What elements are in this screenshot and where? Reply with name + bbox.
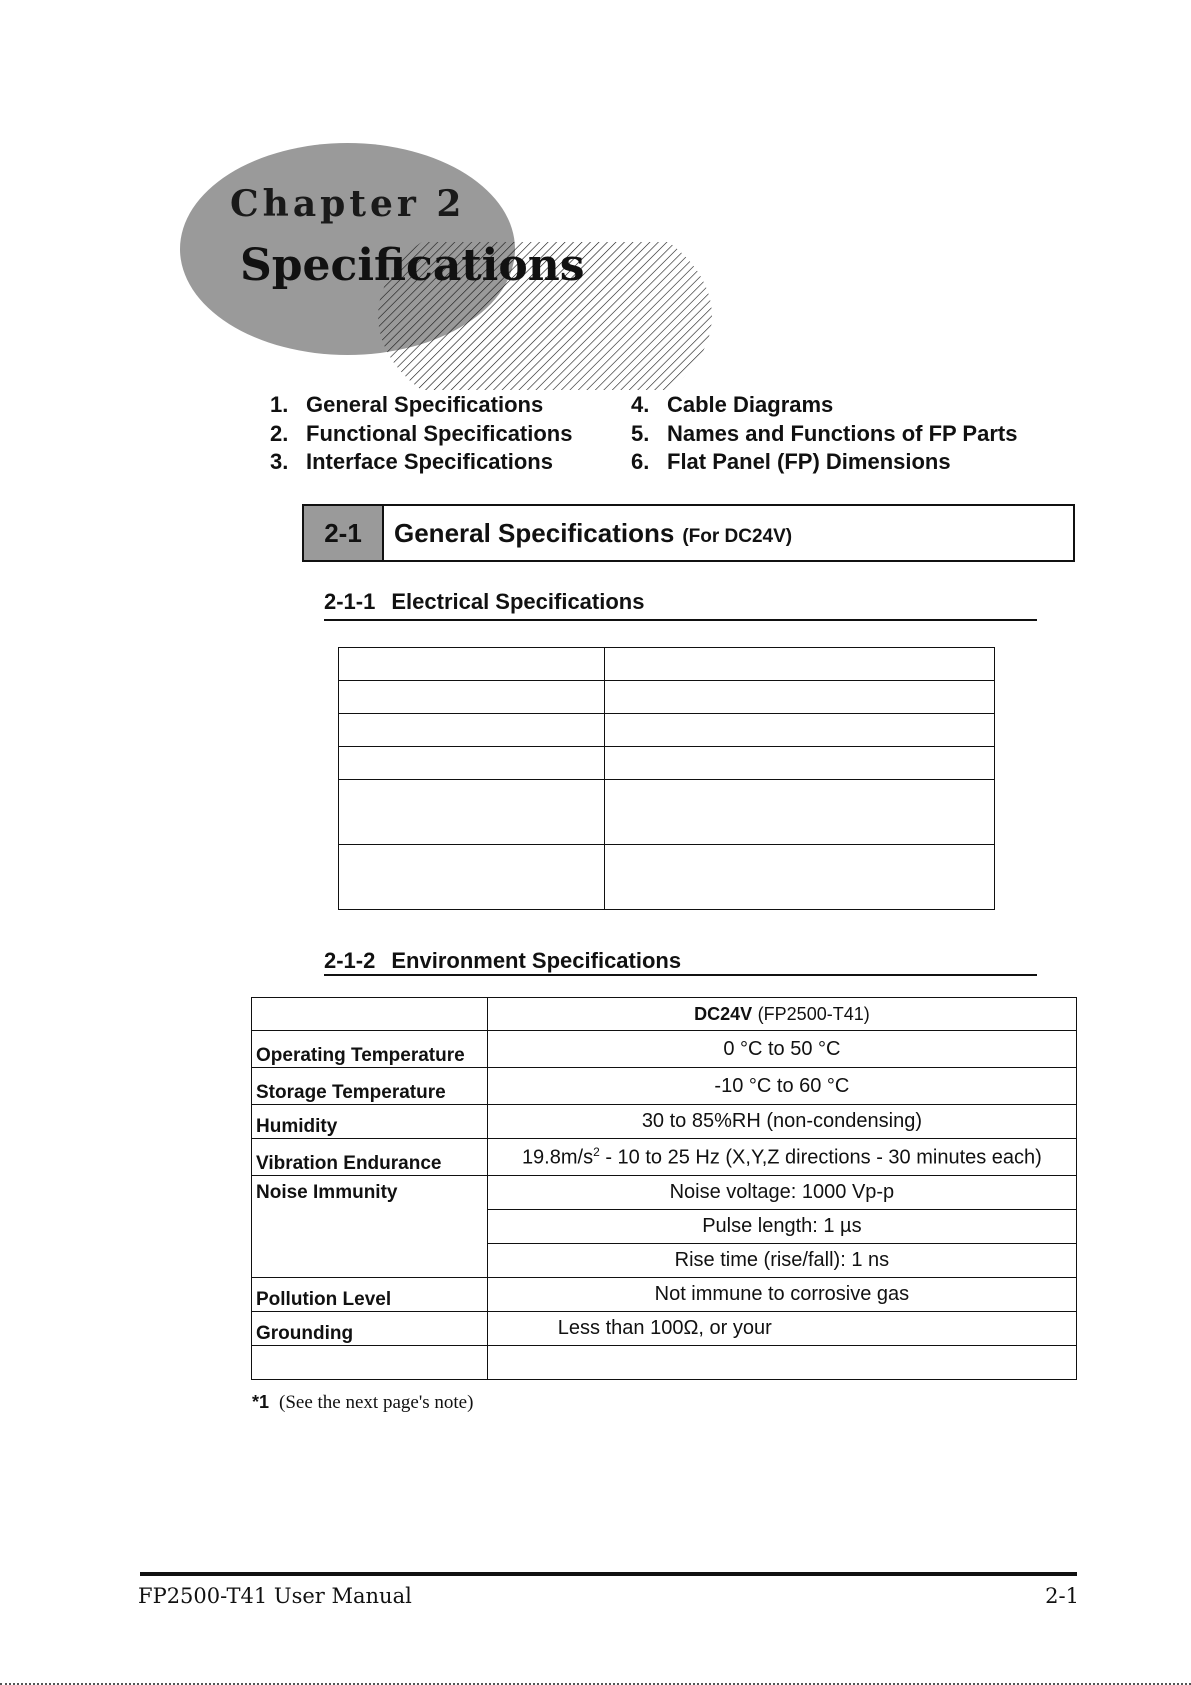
- footer-page-number: 2-1: [1045, 1584, 1079, 1608]
- section-title: General Specifications (For DC24V): [394, 518, 793, 548]
- section-number: 2-1: [304, 506, 384, 560]
- footer-rule: [140, 1572, 1077, 1576]
- env-header: DC24V (FP2500-T41): [487, 998, 1076, 1031]
- table-row: [252, 998, 1077, 1031]
- table-row: Humidity 30 to 85%RH (non-condensing): [252, 1105, 1077, 1139]
- table-row: Pulse length: 1 µs: [252, 1210, 1077, 1244]
- chapter-label: Chapter 2: [230, 183, 466, 225]
- chapter-title: Specifications: [240, 240, 585, 291]
- table-row: Vibration Endurance $19.8m/s^2 - 10$ to 25 Hz (X,Y,Z directions - 30 minutes each): [252, 1139, 1077, 1176]
- subsection-rule: [324, 619, 1037, 621]
- subsection-environment-heading: 2-1-2 Environment Specifications: [324, 948, 682, 973]
- table-row: Grounding Less than 100Ω, or your: [252, 1312, 1077, 1346]
- footer-manual-title: FP2500-T41 User Manual: [138, 1584, 412, 1608]
- subsection-electrical-heading: 2-1-1 Electrical Specifications: [324, 589, 645, 614]
- table-row: [339, 648, 995, 681]
- subsection-rule: [324, 974, 1037, 976]
- electrical-spec-table: [338, 647, 995, 910]
- table-row: [339, 714, 995, 747]
- footnote: *1 (See the next page's note): [252, 1392, 474, 1413]
- table-row: [339, 845, 995, 910]
- table-row: [252, 1346, 1077, 1380]
- table-row: Operating Temperature 0 °C to 50 °C: [252, 1031, 1077, 1068]
- toc-item-3[interactable]: 3. Interface Specifications: [270, 449, 553, 474]
- toc-item-6[interactable]: 6. Flat Panel (FP) Dimensions: [631, 449, 951, 474]
- environment-spec-table: [251, 997, 1077, 1380]
- toc-item-5[interactable]: 5. Names and Functions of FP Parts: [631, 421, 1018, 446]
- toc-item-4[interactable]: 4. Cable Diagrams: [631, 392, 834, 417]
- table-row: Rise time (rise/fall): 1 ns: [252, 1244, 1077, 1278]
- table-row: Pollution Level Not immune to corrosive gas: [252, 1278, 1077, 1312]
- section-subtitle: (For DC24V): [682, 526, 793, 547]
- table-row: [339, 681, 995, 714]
- table-row: Noise Immunity Noise voltage: 1000 Vp-p: [252, 1176, 1077, 1210]
- table-row: Storage Temperature -10 °C to 60 °C: [252, 1068, 1077, 1105]
- toc-item-1[interactable]: 1. General Specifications: [270, 392, 544, 417]
- table-row: [339, 747, 995, 780]
- toc-item-2[interactable]: 2. Functional Specifications: [270, 421, 573, 446]
- section-heading: [302, 504, 1075, 562]
- table-row: [339, 780, 995, 845]
